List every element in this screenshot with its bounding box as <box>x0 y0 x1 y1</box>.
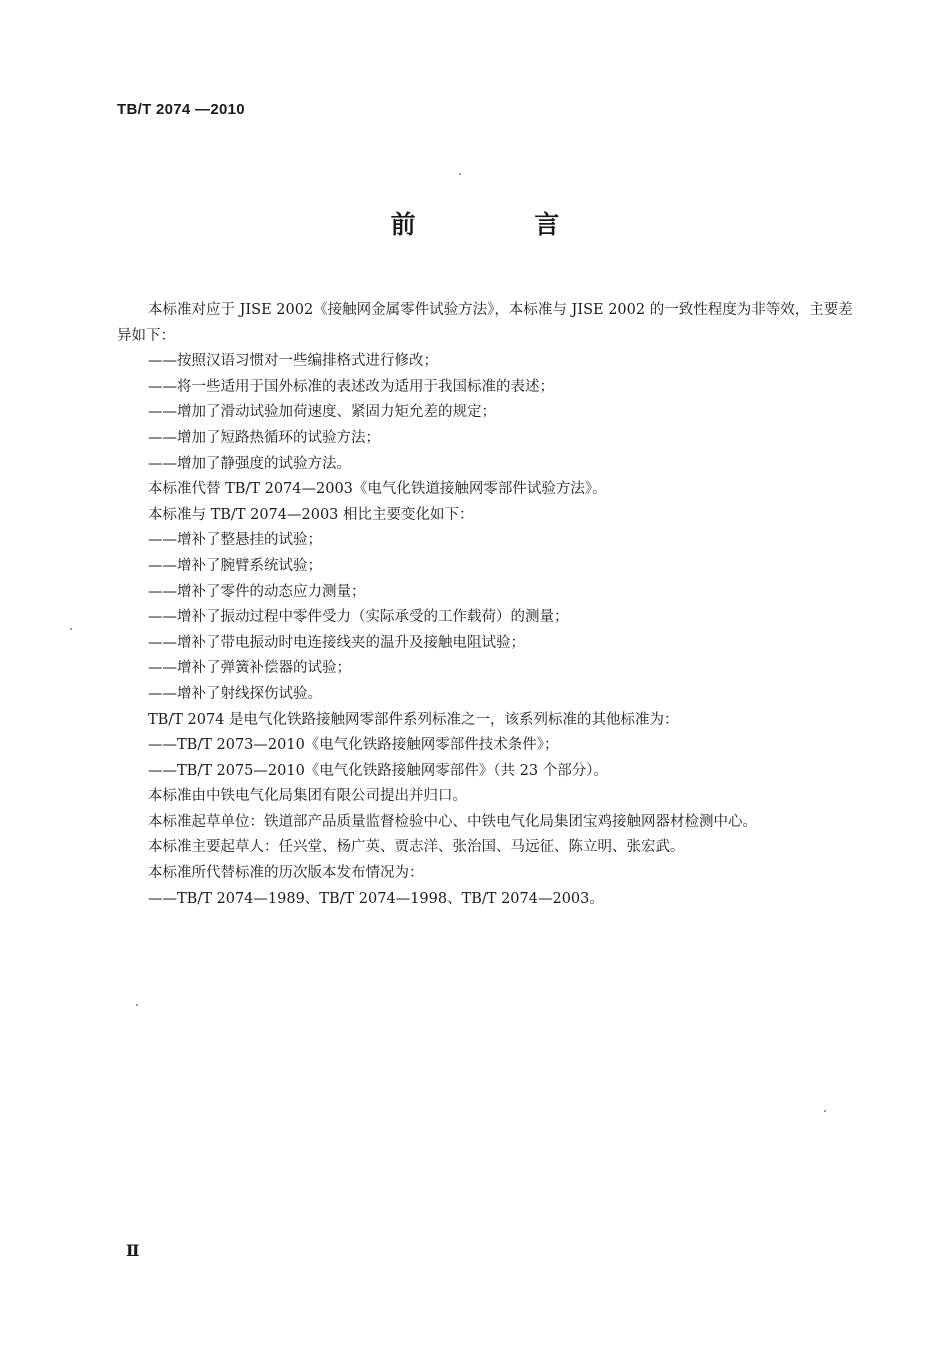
scan-speck <box>136 1004 138 1006</box>
list-item: ——增补了带电振动时电连接线夹的温升及接触电阻试验； <box>148 634 525 651</box>
list-item: ——将一些适用于国外标准的表述改为适用于我国标准的表述； <box>148 378 554 395</box>
scan-speck <box>70 628 72 630</box>
list-item: ——TB/T 2075—2010《电气化铁路接触网零部件》（共 23 个部分）。 <box>148 762 608 779</box>
list-item: ——增补了振动过程中零件受力（实际承受的工作载荷）的测量； <box>148 609 569 626</box>
paragraph-correspondence: 本标准对应于 JISE 2002《接触网金属零件试验方法》，本标准与 JISE 2002 的一致性程度为非等效，主要差异如下： <box>117 302 853 344</box>
list-item: ——增补了射线探伤试验。 <box>148 685 322 702</box>
list-item: ——增补了腕臂系统试验； <box>148 557 322 574</box>
list-item: ——增补了整悬挂的试验； <box>148 532 322 549</box>
list-item: ——TB/T 2073—2010《电气化铁路接触网零部件技术条件》； <box>148 737 559 754</box>
list-item: ——增加了静强度的试验方法。 <box>148 455 351 472</box>
foreword-body <box>117 298 857 912</box>
page-number: Ⅱ <box>126 1241 140 1260</box>
scan-speck <box>824 1110 826 1112</box>
list-item: ——增加了滑动试验加荷速度、紧固力矩允差的规定； <box>148 404 496 421</box>
list-item: ——增补了零件的动态应力测量； <box>148 583 366 600</box>
paragraph-series: TB/T 2074 是电气化铁路接触网零部件系列标准之一，该系列标准的其他标准为： <box>148 711 679 728</box>
list-item: ——按照汉语习惯对一些编排格式进行修改； <box>148 353 438 370</box>
list-item: ——增补了弹簧补偿器的试验； <box>148 660 351 677</box>
list-item: ——TB/T 2074—1989、TB/T 2074—1998、TB/T 2074—2003。 <box>148 890 604 907</box>
paragraph-drafters: 本标准主要起草人：任兴堂、杨广英、贾志洋、张治国、马远征、陈立明、张宏武。 <box>148 839 685 856</box>
page-title: 前 言 <box>390 210 615 239</box>
list-item: ——增加了短路热循环的试验方法； <box>148 429 380 446</box>
paragraph-replaces: 本标准代替 TB/T 2074—2003《电气化铁道接触网零部件试验方法》。 <box>148 481 607 498</box>
paragraph-changes-intro: 本标准与 TB/T 2074—2003 相比主要变化如下： <box>148 506 474 523</box>
paragraph-drafting-units: 本标准起草单位：铁道部产品质量监督检验中心、中铁电气化局集团宝鸡接触网器材检测中心。 <box>148 813 757 830</box>
paragraph-proposer: 本标准由中铁电气化局集团有限公司提出并归口。 <box>148 788 467 805</box>
paragraph-history-intro: 本标准所代替标准的历次版本发布情况为： <box>148 865 424 882</box>
scan-speck <box>459 173 461 175</box>
standard-code-header: TB/T 2074 —2010 <box>117 101 245 118</box>
